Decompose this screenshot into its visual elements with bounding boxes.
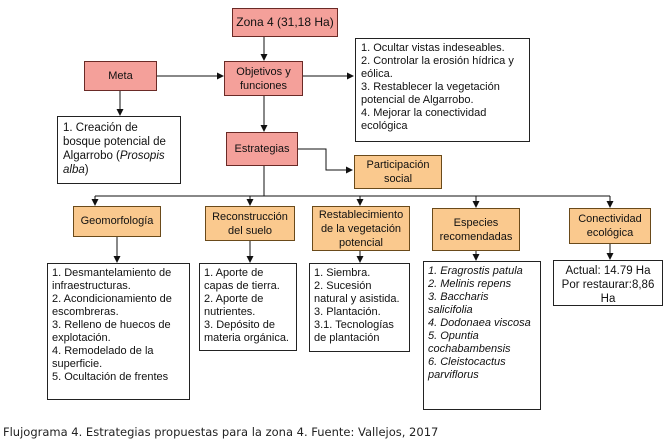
- meta-list: [57, 116, 181, 184]
- conectividad-item: Por restaurar:8,86 Ha: [561, 279, 655, 305]
- reconstruccion-node: [205, 206, 295, 241]
- conectividad-label: Conectividad ecológica: [578, 213, 642, 239]
- conectividad-list: [553, 260, 663, 306]
- reconstruccion-item: 2. Aporte de nutrientes.: [204, 293, 264, 318]
- especie-item: 4. Dodonaea viscosa: [428, 317, 531, 329]
- geomorfologia-item: 1. Desmantelamiento de infraestructuras.: [52, 267, 172, 292]
- restablecimiento-item: 2. Sucesión natural y asistida.: [314, 280, 400, 305]
- objetivo-item: 4. Mejorar la conectividad ecológica: [361, 107, 487, 132]
- conectividad-node: [569, 208, 651, 244]
- meta-item-text: 1. Creación de bosque potencial de Algarrobo (: [63, 122, 166, 162]
- especie-item: 5. Opuntia cochabambensis: [428, 330, 511, 355]
- objetivos-label: Objetivos y funciones: [236, 65, 291, 92]
- especie-item: 1. Eragrostis patula: [428, 265, 523, 277]
- reconstruccion-item: 3. Depósito de materia orgánica.: [204, 319, 289, 344]
- meta-item-species: Prosopis alba: [63, 150, 165, 176]
- restablecimiento-label: Restablecimiento de la vegetación potencial: [318, 208, 404, 249]
- geomorfologia-item: 3. Relleno de huecos de explotación.: [52, 319, 171, 344]
- objetivos-node: [224, 61, 303, 96]
- reconstruccion-item: 1. Aporte de capas de tierra.: [204, 267, 280, 292]
- meta-node: [84, 61, 157, 91]
- objetivo-item: 1. Ocultar vistas indeseables.: [361, 42, 505, 54]
- restablecimiento-item: 1. Siembra.: [314, 267, 371, 279]
- geomorfologia-node: [73, 206, 161, 237]
- estrategias-node: [226, 132, 298, 166]
- objetivo-item: 3. Restablecer la vegetación potencial de Algarrobo.: [361, 81, 500, 106]
- reconstruccion-list: [199, 263, 297, 351]
- zona-label: Zona 4 (31,18 Ha): [236, 15, 334, 29]
- restablecimiento-node: [312, 206, 410, 251]
- especie-item: 6. Cleistocactus parviflorus: [428, 356, 506, 381]
- participacion-node: [354, 155, 442, 189]
- especie-item: 2. Melinis repens: [428, 278, 512, 290]
- conectividad-item: Actual: 14.79 Ha: [565, 265, 651, 277]
- reconstruccion-label: Reconstrucción del suelo: [212, 210, 288, 237]
- meta-label: Meta: [108, 69, 133, 82]
- estrategias-label: Estrategias: [234, 142, 290, 155]
- restablecimiento-item: 3. Plantación.: [314, 306, 381, 318]
- objetivo-item: 2. Controlar la erosión hídrica y eólica.: [361, 55, 514, 80]
- meta-item-close: ): [84, 164, 89, 176]
- especies-node: [432, 208, 520, 251]
- especie-item: 3. Baccharis salicifolia: [428, 291, 489, 316]
- geomorfologia-item: 4. Remodelado de la superficie.: [52, 345, 154, 370]
- geomorfologia-label: Geomorfología: [80, 215, 154, 227]
- objetivos-list: [355, 38, 530, 142]
- restablecimiento-list: [309, 263, 410, 352]
- especies-list: [423, 261, 541, 410]
- zona-node: [232, 8, 338, 37]
- geomorfologia-item: 5. Ocultación de frentes: [52, 371, 169, 383]
- restablecimiento-item: 3.1. Tecnologías de plantación: [314, 319, 394, 344]
- geomorfologia-list: [47, 263, 190, 400]
- geomorfologia-item: 2. Acondicionamiento de escombreras.: [52, 293, 172, 318]
- participacion-label: Participación social: [366, 159, 430, 185]
- especies-label: Especies recomendadas: [439, 216, 513, 243]
- figure-caption: Flujograma 4. Estrategias propuestas para la zona 4. Fuente: Vallejos, 2017: [3, 425, 439, 439]
